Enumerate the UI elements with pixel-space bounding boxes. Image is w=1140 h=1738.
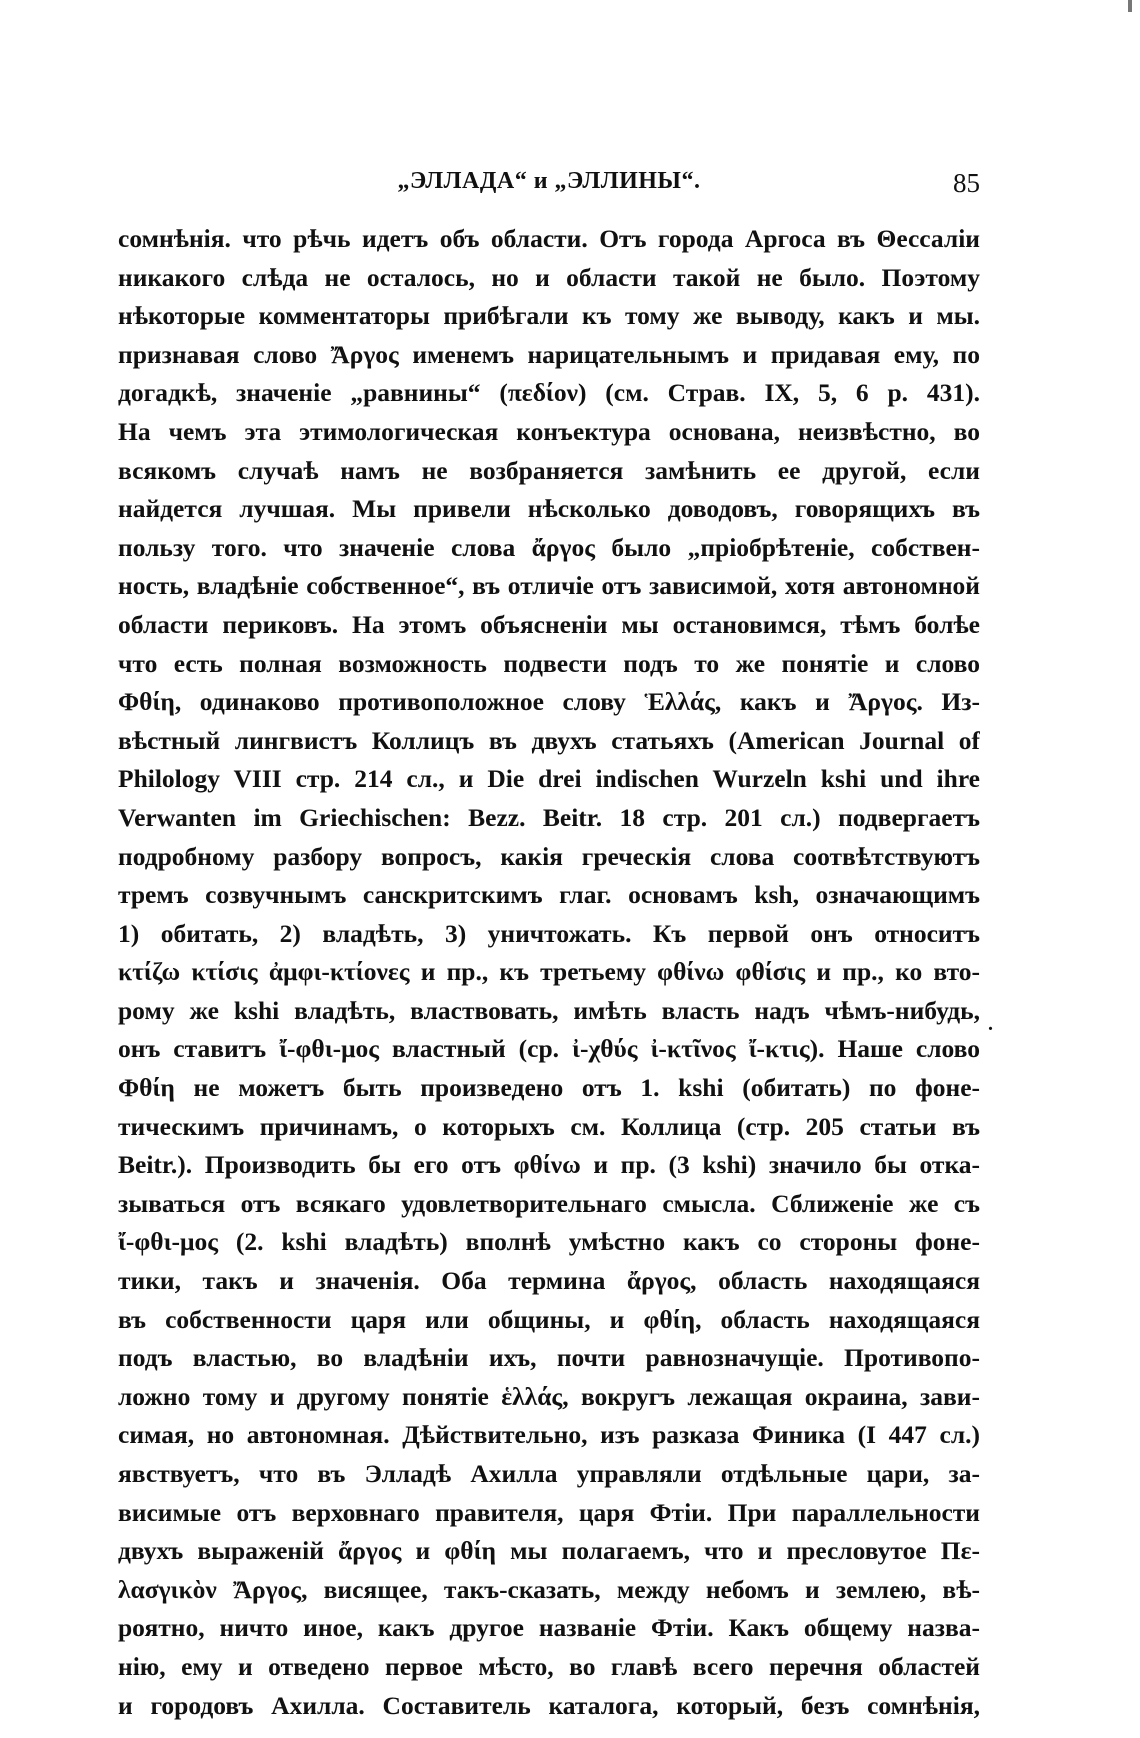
text-line: 1) обитать, 2) владѣть, 3) уничтожать. Къ первой онъ относитъ: [118, 918, 980, 948]
scan-edge-mark: [1128, 0, 1132, 12]
text-line: вѣстный лингвистъ Коллицъ въ двухъ статьяхъ (American Journal of: [118, 725, 980, 755]
text-line: явствуетъ, что въ Элладѣ Ахилла управляли отдѣльные цари, за-: [118, 1459, 980, 1488]
page-header: [118, 168, 980, 204]
text-line: подробному разбору вопросъ, какія греческія слова соотвѣтствуютъ: [118, 841, 980, 871]
text-line: двухъ выраженій ἄργος и φθίη мы полагаемъ, что и пресловутое Πε-: [118, 1536, 980, 1566]
text-line: Philology VIII стр. 214 сл., и Die drei indischen Wurzeln kshi und ihre: [118, 764, 980, 794]
page-number: 85: [953, 168, 980, 198]
text-line: тическимъ причинамъ, о которыхъ см. Коллица (стр. 205 статьи въ: [118, 1111, 980, 1141]
text-line: тремъ созвучнымъ санскритскимъ глаг. основамъ ksh, означающимъ: [118, 880, 980, 910]
margin-dot-mark: .: [988, 1013, 993, 1035]
body-text: [118, 220, 980, 1725]
text-line: роятно, ничто иное, какъ другое названіе Фтіи. Какъ общему назва-: [118, 1613, 980, 1643]
text-line: Φθίη, одинаково противоположное слову Ἑλλάς, какъ и Ἄργος. Из-: [118, 687, 980, 717]
text-line: тики, такъ и значенія. Оба термина ἄργος, область находящаяся: [118, 1266, 980, 1296]
text-line: висимые отъ верховнаго правителя, царя Фтіи. При параллельности: [118, 1497, 980, 1527]
text-line: Beitr.). Производить бы его отъ φθίνω и пр. (3 kshi) значило бы отка-: [118, 1150, 980, 1180]
text-line: λασγικὸν Ἄργος, висящее, такъ-сказать, между небомъ и землею, вѣ-: [118, 1574, 980, 1604]
text-line: области периковъ. На этомъ объясненіи мы остановимся, тѣмъ болѣе: [118, 609, 980, 639]
text-line: въ собственности царя или общины, и φθίη, область находящаяся: [118, 1304, 980, 1334]
text-line: κτίζω κτίσις ἀμφι-κτίονες и пр., къ третьему φθίνω φθίσις и пр., ко вто-: [118, 957, 980, 987]
text-line: что есть полная возможность подвести подъ то же понятіе и слово: [118, 648, 980, 678]
running-head: „ЭЛЛАДА“ и „ЭЛЛИНЫ“.: [397, 168, 701, 194]
text-line: ность, владѣніе собственное“, въ отличіе отъ зависимой, хотя автономной: [118, 571, 980, 601]
text-line: догадкѣ, значеніе „равнины“ (πεδίον) (см. Страв. IX, 5, 6 p. 431).: [118, 378, 980, 408]
text-line: онъ ставитъ ἴ-φθι-μος властный (ср. ἰ-χθύς ἰ-κτῖνος ἴ-κτις). Наше слово: [118, 1034, 980, 1064]
text-line: На чемъ эта этимологическая конъектура основана, неизвѣстно, во: [118, 416, 980, 446]
text-line: Φθίη не можетъ быть произведено отъ 1. kshi (обитать) по фоне-: [118, 1073, 980, 1103]
text-line: подъ властью, во владѣніи ихъ, почти равнозначущіе. Противопо-: [118, 1343, 980, 1373]
text-line: признавая слово Ἄργος именемъ нарицательнымъ и придавая ему, по: [118, 339, 980, 369]
text-line: зываться отъ всякаго удовлетворительнаго смысла. Сближеніе же съ: [118, 1188, 980, 1218]
text-line: рому же kshi владѣть, властвовать, имѣть власть надъ чѣмъ-нибудь,: [118, 995, 980, 1025]
text-line: пользу того. что значеніе слова ἄργος было „пріобрѣтеніе, собствен-: [118, 532, 980, 562]
text-line: Verwanten im Griechischen: Bezz. Beitr. 18 стр. 201 сл.) подвергаетъ: [118, 802, 980, 832]
text-line: нѣкоторые комментаторы прибѣгали къ тому же выводу, какъ и мы.: [118, 301, 980, 331]
text-line: ложно тому и другому понятіе ἑλλάς, вокругъ лежащая окраина, зави-: [118, 1381, 980, 1411]
text-line: нію, ему и отведено первое мѣсто, во главѣ всего перечня областей: [118, 1651, 980, 1681]
text-line: симая, но автономная. Дѣйствительно, изъ разказа Финика (I 447 сл.): [118, 1420, 980, 1450]
text-line: никакого слѣда не осталось, но и области такой не было. Поэтому: [118, 262, 980, 292]
text-line: сомнѣнія. что рѣчь идетъ объ области. Отъ города Аргоса въ Θессаліи: [118, 224, 980, 253]
text-line: найдется лучшая. Мы привели нѣсколько доводовъ, говорящихъ въ: [118, 494, 980, 524]
text-line: и городовъ Ахилла. Составитель каталога, который, безъ сомнѣнія,: [118, 1690, 980, 1720]
text-line: ἴ-φθι-μος (2. kshi владѣть) вполнѣ умѣстно какъ со стороны фоне-: [118, 1227, 980, 1257]
text-line: всякомъ случаѣ намъ не возбраняется замѣнить ее другой, если: [118, 455, 980, 485]
